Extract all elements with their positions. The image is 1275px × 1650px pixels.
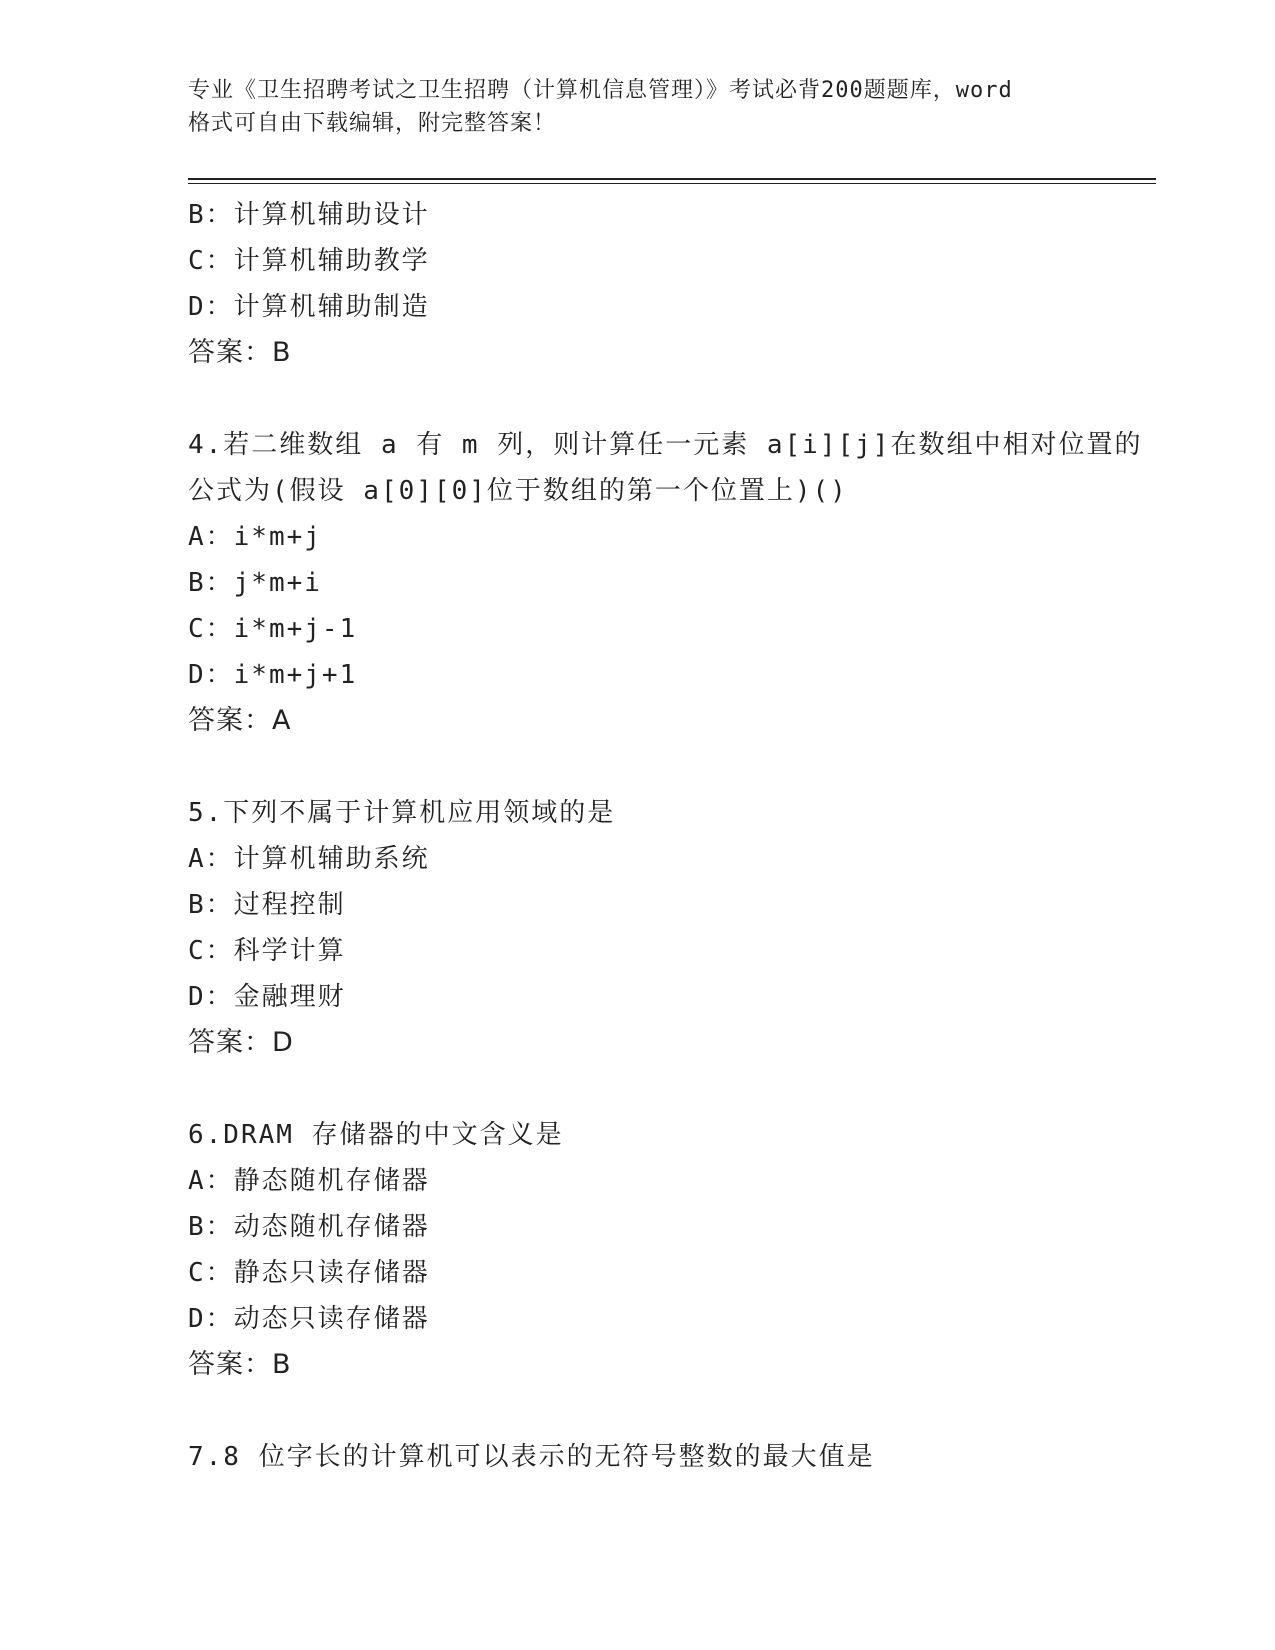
option-d: D：计算机辅助制造 xyxy=(188,292,430,322)
header-line-1: 专业《卫生招聘考试之卫生招聘（计算机信息管理）》考试必背200题题库，word xyxy=(188,78,1013,103)
option-d: D：金融理财 xyxy=(188,982,346,1012)
option-b: B：计算机辅助设计 xyxy=(188,200,430,230)
option-b: B：动态随机存储器 xyxy=(188,1212,430,1242)
question-text: 5.下列不属于计算机应用领域的是 xyxy=(188,798,616,828)
question-7 xyxy=(188,1434,1088,1480)
option-d: D：i*m+j+1 xyxy=(188,660,358,690)
option-c: C：i*m+j-1 xyxy=(188,614,358,644)
document-header xyxy=(188,74,1088,140)
option-c: C：计算机辅助教学 xyxy=(188,246,430,276)
answer-label: 答案：D xyxy=(188,1027,294,1058)
header-line-2: 格式可自由下载编辑，附完整答案！ xyxy=(188,111,557,136)
question-text-line-2: 公式为(假设 a[0][0]位于数组的第一个位置上)() xyxy=(188,476,848,506)
option-a: A：静态随机存储器 xyxy=(188,1166,430,1196)
question-6 xyxy=(188,1112,1088,1388)
question-4 xyxy=(188,422,1143,744)
header-rule-thick xyxy=(188,178,1156,180)
option-c: C：科学计算 xyxy=(188,936,346,966)
option-b: B：j*m+i xyxy=(188,568,322,598)
option-c: C：静态只读存储器 xyxy=(188,1258,430,1288)
question-text: 6.DRAM 存储器的中文含义是 xyxy=(188,1120,564,1150)
question-text-line-1: 4.若二维数组 a 有 m 列，则计算任一元素 a[i][j]在数组中相对位置的 xyxy=(188,430,1143,460)
option-a: A：i*m+j xyxy=(188,522,322,552)
question-text: 7.8 位字长的计算机可以表示的无符号整数的最大值是 xyxy=(188,1442,875,1472)
answer-label: 答案：B xyxy=(188,337,292,368)
option-b: B：过程控制 xyxy=(188,890,346,920)
option-a: A：计算机辅助系统 xyxy=(188,844,430,874)
question-3 xyxy=(188,192,1088,376)
question-list xyxy=(188,192,1143,1480)
answer-label: 答案：A xyxy=(188,705,292,736)
answer-label: 答案：B xyxy=(188,1349,292,1380)
question-5 xyxy=(188,790,1088,1066)
option-d: D：动态只读存储器 xyxy=(188,1304,430,1334)
header-rule-thin xyxy=(188,183,1156,184)
